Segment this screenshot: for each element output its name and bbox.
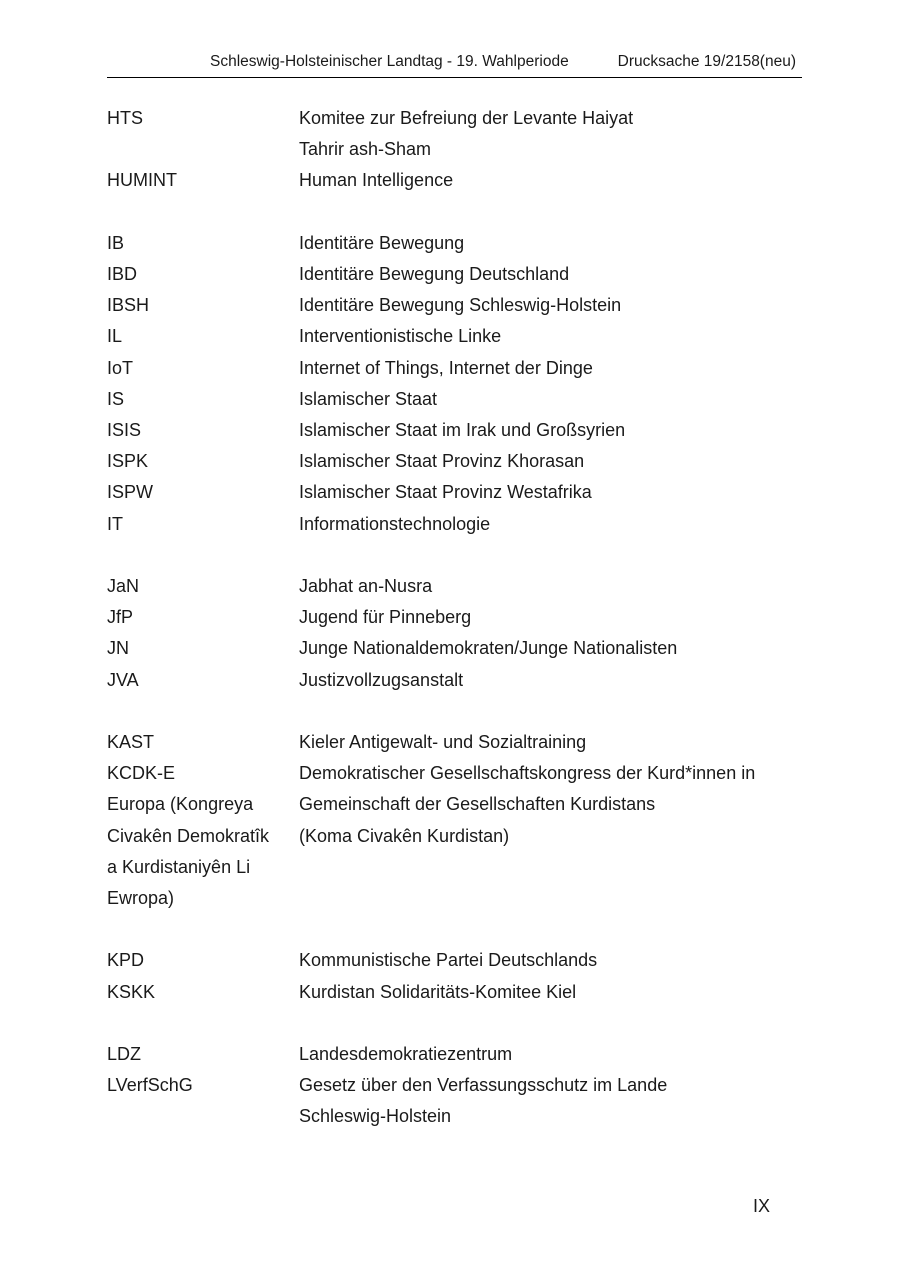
abbreviation-row bbox=[107, 883, 802, 914]
abbreviation: IT bbox=[107, 513, 123, 534]
abbreviation-row bbox=[107, 259, 802, 290]
definition: Kurdistan Solidaritäts-Komitee Kiel bbox=[299, 981, 577, 1002]
abbreviation-row bbox=[107, 415, 802, 446]
abbreviation-row bbox=[107, 852, 802, 883]
page-header bbox=[107, 50, 802, 78]
definition: Islamischer Staat im Irak und Großsyrien bbox=[299, 420, 626, 441]
definition: Junge Nationaldemokraten/Junge Nationalisten bbox=[299, 638, 678, 659]
group-spacer bbox=[107, 1008, 802, 1039]
definition: Tahrir ash-Sham bbox=[299, 139, 432, 160]
abbreviation-row bbox=[107, 633, 802, 664]
abbreviation-row bbox=[107, 134, 802, 165]
definition: Schleswig-Holstein bbox=[299, 1106, 452, 1127]
abbreviation-row bbox=[107, 321, 802, 352]
abbreviation-row bbox=[107, 977, 802, 1008]
definition: Demokratischer Gesellschaftskongress der Kurd*innen in bbox=[299, 763, 756, 784]
abbreviation-row bbox=[107, 758, 802, 789]
abbreviation-row bbox=[107, 571, 802, 602]
group-spacer bbox=[107, 696, 802, 727]
abbreviation: ISIS bbox=[107, 420, 142, 441]
abbreviation: IoT bbox=[107, 357, 134, 378]
abbreviation-row bbox=[107, 1070, 802, 1101]
abbreviation: JVA bbox=[107, 669, 139, 690]
abbreviation-row bbox=[107, 945, 802, 976]
definition: Identitäre Bewegung bbox=[299, 232, 465, 253]
abbreviation: a Kurdistaniyên Li bbox=[107, 856, 251, 877]
abbreviation: KAST bbox=[107, 732, 155, 753]
definition: Jugend für Pinneberg bbox=[299, 607, 472, 628]
header-title: Schleswig-Holsteinischer Landtag - 19. Wahlperiode bbox=[210, 53, 569, 70]
abbreviation: IBSH bbox=[107, 295, 150, 316]
definition: Interventionistische Linke bbox=[299, 326, 502, 347]
group-spacer bbox=[107, 914, 802, 945]
abbreviation: ISPK bbox=[107, 451, 149, 472]
definition: Islamischer Staat Provinz Khorasan bbox=[299, 451, 585, 472]
abbreviation bbox=[107, 1101, 299, 1132]
definition: Kieler Antigewalt- und Sozialtraining bbox=[299, 732, 587, 753]
group-spacer bbox=[107, 197, 802, 228]
page-number: IX bbox=[753, 1196, 771, 1216]
abbreviation-row bbox=[107, 353, 802, 384]
abbreviation: HTS bbox=[107, 108, 143, 128]
abbreviation bbox=[107, 134, 299, 165]
abbreviation-row bbox=[107, 446, 802, 477]
abbreviation: KPD bbox=[107, 950, 145, 971]
abbreviation: HUMINT bbox=[107, 170, 177, 191]
abbreviation: Civakên Demokratîk bbox=[107, 825, 270, 846]
abbreviation: JN bbox=[107, 638, 129, 659]
abbreviation: IB bbox=[107, 232, 125, 253]
abbreviation: LDZ bbox=[107, 1044, 142, 1065]
header-document-number: Drucksache 19/2158(neu) bbox=[617, 53, 796, 70]
abbreviation: ISPW bbox=[107, 482, 154, 503]
abbreviation: Europa (Kongreya bbox=[107, 794, 254, 815]
definition: Gesetz über den Verfassungsschutz im Lande bbox=[299, 1075, 668, 1096]
abbreviation-row bbox=[107, 477, 802, 508]
abbreviation-row bbox=[107, 602, 802, 633]
definition: Kommunistische Partei Deutschlands bbox=[299, 950, 598, 971]
abbreviation-row bbox=[107, 384, 802, 415]
definition: Identitäre Bewegung Deutschland bbox=[299, 264, 570, 284]
abbreviation-row bbox=[107, 821, 802, 852]
definition: Justizvollzugsanstalt bbox=[299, 669, 464, 690]
definition: Landesdemokratiezentrum bbox=[299, 1044, 513, 1065]
abbreviation: KCDK-E bbox=[107, 763, 176, 784]
abbreviation-row bbox=[107, 290, 802, 321]
abbreviation-row bbox=[107, 509, 802, 540]
definition: Identitäre Bewegung Schleswig-Holstein bbox=[299, 295, 622, 316]
abbreviation: IBD bbox=[107, 264, 138, 284]
abbreviation: KSKK bbox=[107, 981, 156, 1002]
definition: Islamischer Staat Provinz Westafrika bbox=[299, 482, 592, 503]
definition: Informationstechnologie bbox=[299, 513, 491, 534]
definition: Human Intelligence bbox=[299, 170, 454, 191]
definition bbox=[299, 852, 802, 883]
abbreviation-row bbox=[107, 1039, 802, 1070]
abbreviation: LVerfSchG bbox=[107, 1075, 193, 1096]
abbreviation: JfP bbox=[107, 607, 134, 628]
definition: Internet of Things, Internet der Dinge bbox=[299, 357, 593, 378]
abbreviation: Ewropa) bbox=[107, 888, 175, 909]
abbreviation-row bbox=[107, 228, 802, 259]
definition: Komitee zur Befreiung der Levante Haiyat bbox=[299, 108, 634, 128]
abbreviation: IL bbox=[107, 326, 123, 347]
abbreviation: JaN bbox=[107, 576, 140, 597]
definition bbox=[299, 883, 802, 914]
abbreviation-row bbox=[107, 165, 802, 196]
abbreviation-list bbox=[107, 103, 802, 1133]
abbreviation-row bbox=[107, 789, 802, 820]
abbreviation-row bbox=[107, 665, 802, 696]
abbreviation-row bbox=[107, 1101, 802, 1132]
definition: (Koma Civakên Kurdistan) bbox=[299, 825, 510, 846]
abbreviation-row bbox=[107, 727, 802, 758]
definition: Gemeinschaft der Gesellschaften Kurdistans bbox=[299, 794, 656, 815]
group-spacer bbox=[107, 540, 802, 571]
abbreviation-row bbox=[107, 103, 802, 134]
definition: Jabhat an-Nusra bbox=[299, 576, 433, 597]
definition: Islamischer Staat bbox=[299, 388, 438, 409]
abbreviation: IS bbox=[107, 388, 125, 409]
